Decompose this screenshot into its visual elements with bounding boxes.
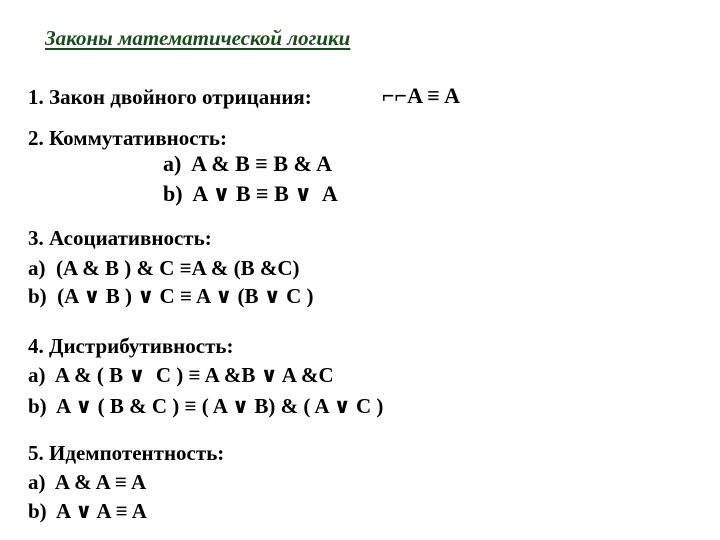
law4-item-b: b) A ∨ ( B & C ) ≡ ( A ∨ B) & ( A ∨ C ) bbox=[28, 394, 384, 418]
law5-item-b: b) A ∨ A ≡ A bbox=[28, 499, 147, 523]
law2-item-a: a) A & B ≡ B & A bbox=[163, 151, 332, 176]
law5-heading: 5. Идемпотентность: bbox=[28, 441, 225, 465]
law3-heading: 3. Асоциативность: bbox=[28, 226, 212, 250]
law1-formula: ⌐⌐A ≡ A bbox=[382, 83, 460, 108]
law3-item-b: b) (A ∨ B ) ∨ C ≡ A ∨ (B ∨ C ) bbox=[28, 284, 314, 308]
page-title: Законы математической логики bbox=[45, 26, 351, 50]
law2-heading: 2. Коммутативность: bbox=[28, 126, 228, 150]
law3-item-a: a) (A & B ) & C ≡A & (B &C) bbox=[28, 256, 300, 280]
law2-item-b: b) A ∨ B ≡ B ∨ A bbox=[163, 181, 338, 206]
law4-item-a: a) A & ( B ∨ C ) ≡ A &B ∨ A &C bbox=[28, 363, 334, 387]
law1-heading: 1. Закон двойного отрицания: bbox=[28, 85, 312, 109]
law4-heading: 4. Дистрибутивность: bbox=[28, 334, 234, 358]
law5-item-a: a) A & A ≡ A bbox=[28, 470, 147, 494]
